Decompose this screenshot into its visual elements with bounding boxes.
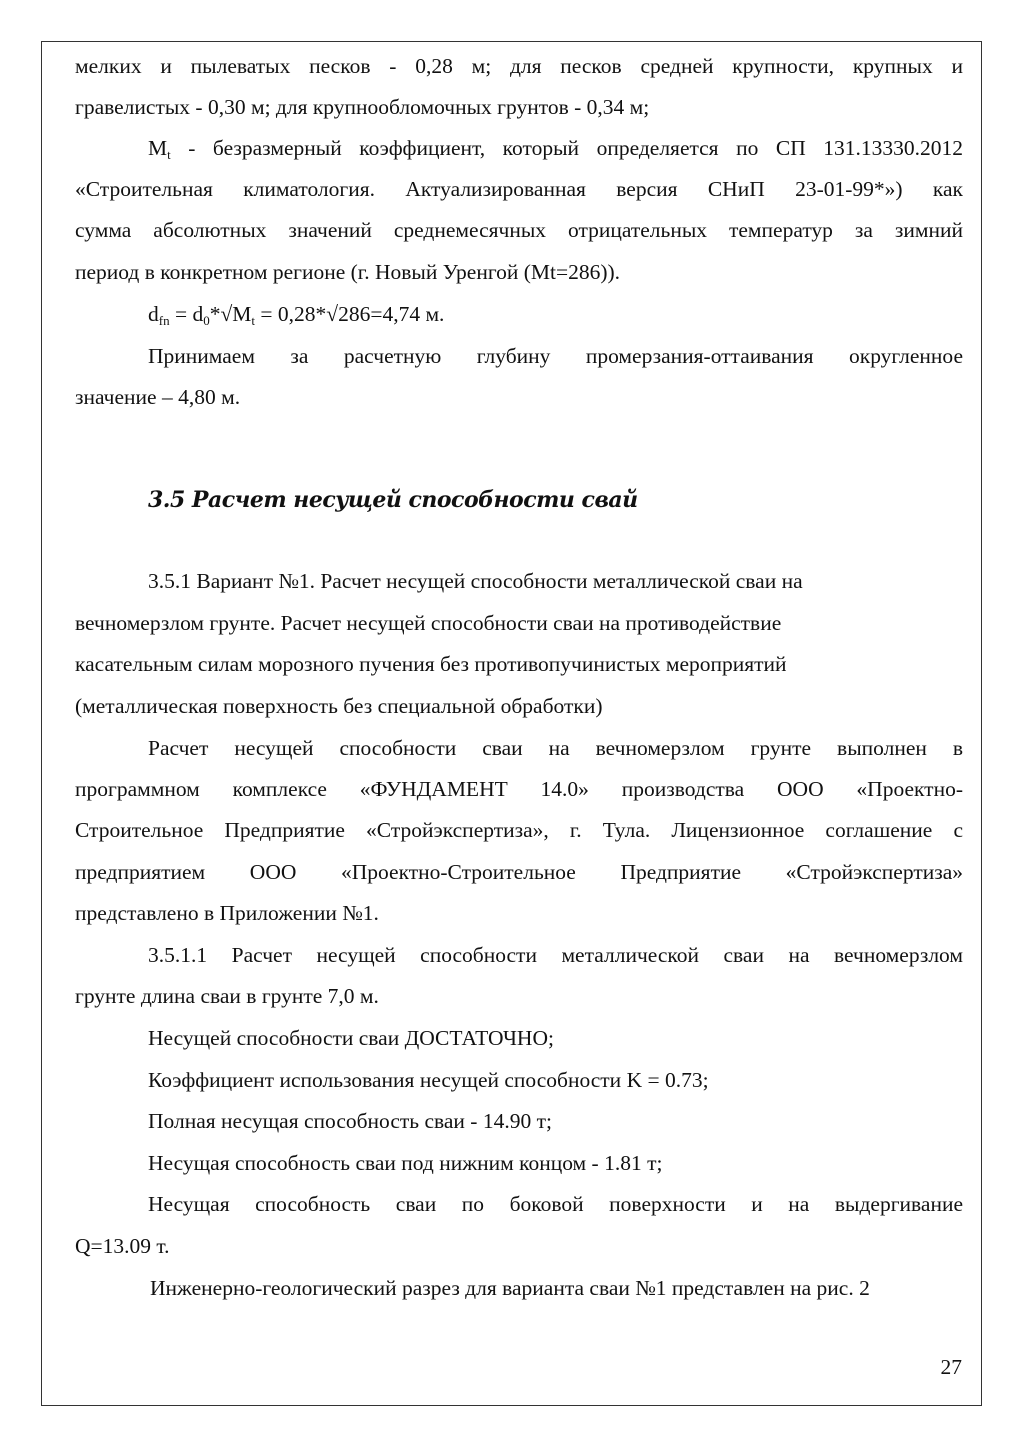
paragraph-line: мелких и пылеватых песков - 0,28 м; для песков средней крупности, крупных и [75,54,963,78]
paragraph-line: гравелистых - 0,30 м; для крупнообломочных грунтов - 0,34 м; [75,95,650,119]
mt-text: - безразмерный коэффициент, который определяется по СП 131.13330.2012 [170,136,963,160]
paragraph-line: сумма абсолютных значений среднемесячных отрицательных температур за зимний [75,218,963,242]
paragraph-line: Несущая способность сваи под нижним концом - 1.81 т; [148,1151,663,1175]
paragraph-line: Коэффициент использования несущей способности K = 0.73; [148,1068,709,1092]
paragraph-line: «Строительная климатология. Актуализированная версия СНиП 23-01-99*») как [75,177,963,201]
paragraph-line: предприятием ООО «Проектно-Строительное Предприятие «Стройэкспертиза» [75,860,963,884]
paragraph-line: значение – 4,80 м. [75,385,241,409]
paragraph-line: 3.5.1.1 Расчет несущей способности металлической сваи на вечномерзлом [148,943,963,967]
paragraph-line: касательным силам морозного пучения без противопучинистых мероприятий [75,652,787,676]
page-number: 27 [940,1355,962,1379]
paragraph-line: Расчет несущей способности сваи на вечномерзлом грунте выполнен в [148,736,963,760]
paragraph-line: Строительное Предприятие «Стройэкспертиза», г. Тула. Лицензионное соглашение с [75,818,963,842]
mt-symbol: $M_t$ [148,136,171,161]
paragraph-line: период в конкретном регионе (г. Новый Уренгой (Mt=286)). [75,260,621,284]
paragraph-line: 3.5.1 Вариант №1. Расчет несущей способности металлической сваи на [148,569,803,593]
paragraph-line: (металлическая поверхность без специальной обработки) [75,694,603,718]
section-heading: 3.5 Расчет несущей способности свай [148,487,638,513]
paragraph-line: представлено в Приложении №1. [75,901,379,925]
paragraph-line: программном комплексе «ФУНДАМЕНТ 14.0» производства ООО «Проектно- [75,777,963,801]
formula-line: $d_{fn} = d_0*√M_t = 0,28*√286=4,74$ м. [148,302,445,328]
paragraph-line: Полная несущая способность сваи - 14.90 т; [148,1109,552,1133]
mt-definition-line [148,135,963,161]
paragraph-line: Несущей способности сваи ДОСТАТОЧНО; [148,1026,554,1050]
paragraph-line: грунте длина сваи в грунте 7,0 м. [75,984,379,1008]
paragraph-line: Q=13.09 т. [75,1234,170,1258]
paragraph-line: Инженерно-геологический разрез для варианта сваи №1 представлен на рис. 2 [150,1276,870,1300]
paragraph-line: вечномерзлом грунте. Расчет несущей способности сваи на противодействие [75,611,782,635]
paragraph-line: Принимаем за расчетную глубину промерзания-оттаивания округленное [148,344,963,368]
paragraph-line: Несущая способность сваи по боковой поверхности и на выдергивание [148,1192,963,1216]
